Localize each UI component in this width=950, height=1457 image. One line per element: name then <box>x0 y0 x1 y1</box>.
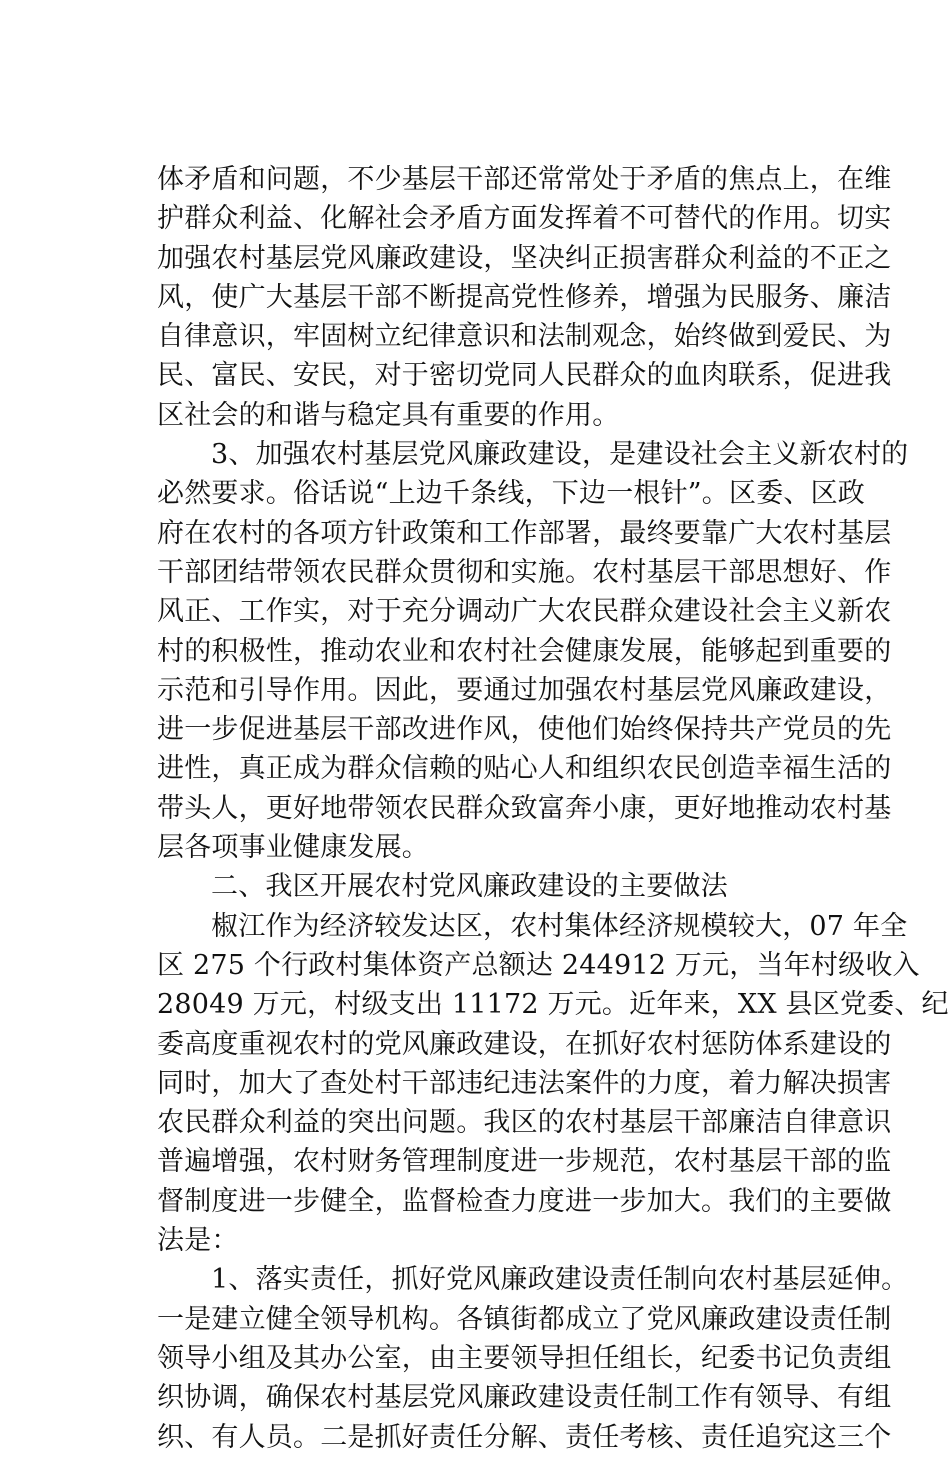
section-heading: 二、我区开展农村党风廉政建设的主要做法 <box>211 871 728 903</box>
text-line: 一是建立健全领导机构。各镇街都成立了党风廉政建设责任制 <box>157 1303 892 1335</box>
text-line: 织、有人员。二是抓好责任分解、责任考核、责任追究这三个 <box>157 1421 892 1453</box>
text-line: 区社会的和谐与稳定具有重要的作用。 <box>157 399 620 431</box>
text-line: 区 275 个行政村集体资产总额达 244912 万元，当年村级收入 <box>157 949 920 981</box>
text-line: 必然要求。俗话说“上边千条线，下边一根针”。区委、区政 <box>157 478 866 510</box>
paragraph-start-line: 3、加强农村基层党风廉政建设，是建设社会主义新农村的 <box>211 439 909 471</box>
paragraph-start-line: 1、落实责任，抓好党风廉政建设责任制向农村基层延伸。 <box>211 1264 909 1296</box>
text-line: 干部团结带领农民群众贯彻和实施。农村基层干部思想好、作 <box>157 556 892 588</box>
text-line: 示范和引导作用。因此，要通过加强农村基层党风廉政建设， <box>157 674 892 706</box>
text-line: 府在农村的各项方针政策和工作部署，最终要靠广大农村基层 <box>157 517 892 549</box>
text-line: 法是： <box>157 1225 239 1257</box>
text-line: 民、富民、安民，对于密切党同人民群众的血肉联系，促进我 <box>157 360 892 392</box>
text-line: 农民群众利益的突出问题。我区的农村基层干部廉洁自律意识 <box>157 1107 892 1139</box>
text-line: 普遍增强，农村财务管理制度进一步规范，农村基层干部的监 <box>157 1146 892 1178</box>
text-line: 自律意识，牢固树立纪律意识和法制观念，始终做到爱民、为 <box>157 321 892 353</box>
document-body <box>157 160 949 1457</box>
text-line: 委高度重视农村的党风廉政建设，在抓好农村惩防体系建设的 <box>157 1028 892 1060</box>
text-line: 领导小组及其办公室，由主要领导担任组长，纪委书记负责组 <box>157 1342 892 1374</box>
text-line: 层各项事业健康发展。 <box>157 832 429 864</box>
text-line: 加强农村基层党风廉政建设，坚决纠正损害群众利益的不正之 <box>157 242 892 274</box>
text-line: 28049 万元，村级支出 11172 万元。近年来，XX 县区党委、纪 <box>157 989 949 1021</box>
text-line: 风正、工作实，对于充分调动广大农民群众建设社会主义新农 <box>157 596 892 628</box>
text-line: 带头人，更好地带领农民群众致富奔小康，更好地推动农村基 <box>157 792 892 824</box>
text-line: 同时，加大了查处村干部违纪违法案件的力度，着力解决损害 <box>157 1067 892 1099</box>
text-line: 进一步促进基层干部改进作风，使他们始终保持共产党员的先 <box>157 714 892 746</box>
text-line: 风，使广大基层干部不断提高党性修养，增强为民服务、廉洁 <box>157 281 892 313</box>
paragraph-start-line: 椒江作为经济较发达区，农村集体经济规模较大，07 年全 <box>211 910 908 942</box>
text-line: 进性，真正成为群众信赖的贴心人和组织农民创造幸福生活的 <box>157 753 892 785</box>
text-line: 护群众利益、化解社会矛盾方面发挥着不可替代的作用。切实 <box>157 203 892 235</box>
text-line: 村的积极性，推动农业和农村社会健康发展，能够起到重要的 <box>157 635 892 667</box>
text-line: 体矛盾和问题，不少基层干部还常常处于矛盾的焦点上，在维 <box>157 164 892 195</box>
text-line: 织协调，确保农村基层党风廉政建设责任制工作有领导、有组 <box>157 1382 892 1414</box>
text-line: 督制度进一步健全，监督检查力度进一步加大。我们的主要做 <box>157 1185 892 1217</box>
